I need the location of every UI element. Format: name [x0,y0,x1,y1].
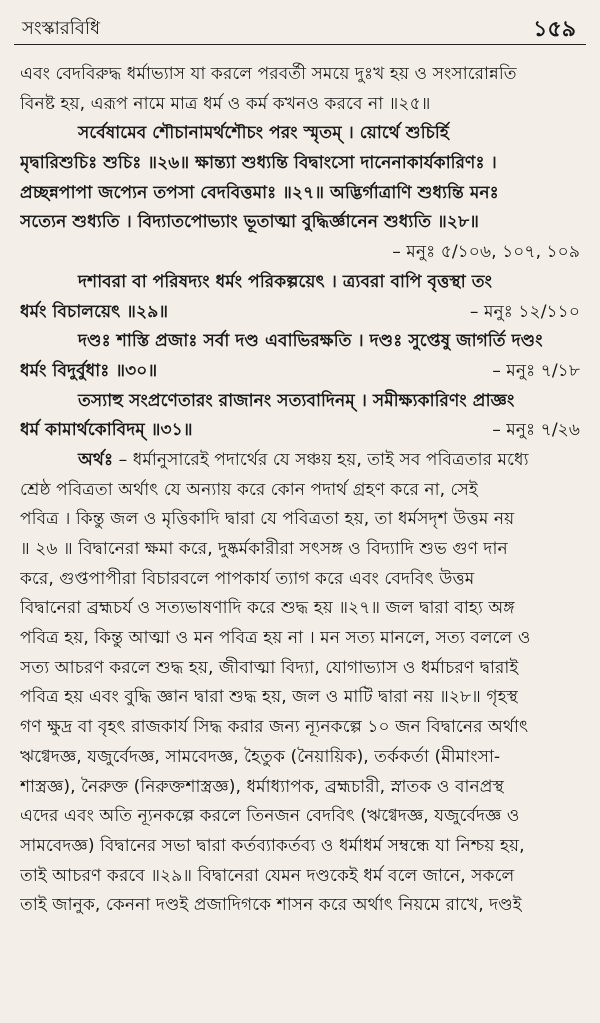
text-line: পবিত্র হয়, কিন্তু আত্মা ও মন পবিত্র হয় না । মন সত্য মানলে, সত্য বললে ও [20,628,531,649]
page-header [0,0,600,44]
meaning-line [20,446,580,476]
verse-line-with-citation [20,416,580,446]
text-line: গণ ক্ষুদ্র বা বৃহৎ রাজকার্য সিদ্ধ করার জন্য ন্যূনকল্পে ১০ জন বিদ্বানের অর্থাৎ [20,717,529,738]
header-rule [14,44,586,45]
page-body [20,60,580,921]
verse-line: ধর্ম কামার্থকোবিদম্‌ ॥৩১॥ [20,420,193,441]
running-title: সংস্কারবিধি [22,18,101,39]
meaning-label: অর্থঃ [78,449,114,470]
text-line: ঋগ্বেদজ্ঞ, যজুর্বেদজ্ঞ, সামবেদজ্ঞ, হৈতুক (নৈয়ায়িক), তর্ককর্তা (মীমাংসা- [20,746,501,767]
verse-line-with-citation [20,298,580,328]
text-line: এবং বেদবিরুদ্ধ ধর্মাভ্যাস যা করলে পরবর্তী সময়ে দুঃখ হয় ও সংসারোন্নতি [20,64,517,84]
text-line: পবিত্র হয় এবং বুদ্ধি জ্ঞান দ্বারা শুদ্ধ হয়, জল ও মাটি দ্বারা নয় ॥২৮॥ গৃহস্থ [20,687,519,708]
verse-line: দণ্ডঃ শাস্তি প্রজাঃ সর্বা দণ্ড এবাভিরক্ষতি । দণ্ডঃ সুপ্তেষু জাগর্তি দণ্ডং [78,331,543,352]
text-line: এদের এবং অতি ন্যূনকল্পে করলে তিনজন বেদবিৎ (ঋগ্বেদজ্ঞ, যজুর্বেদজ্ঞ ও [20,806,520,827]
verse-line-with-citation [20,357,580,387]
text-line: বিদ্বানেরা ব্রহ্মচর্য ও সত্যভাষণাদি করে শুদ্ধ হয় ॥২৭॥ জল দ্বারা বাহ্য অঙ্গ [20,598,515,619]
text-line: ॥ ২৬ ॥ বিদ্বানেরা ক্ষমা করে, দুষ্কর্মকারীরা সৎসঙ্গ ও বিদ্যাদি শুভ গুণ দান [20,539,508,559]
verse-line: ধর্মং বিদুর্বুধাঃ ॥৩০॥ [20,360,158,381]
text-line: সত্য আচরণ করলে শুদ্ধ হয়, জীবাত্মা বিদ্যা, যোগাভ্যাস ও ধর্মাচরণ দ্বারাই [20,657,519,678]
verse-line: মৃদ্বারিশুচিঃ শুচিঃ ॥২৬॥ ক্ষান্ত্যা শুধ্যন্তি বিদ্বাংসো দানেনাকার্যকারিণঃ । [20,153,497,174]
text-line: করে, গুপ্তপাপীরা বিচারবলে পাপকার্য ত্যাগ করে এবং বেদবিৎ উত্তম [20,568,475,589]
page-number: ১৫৯ [533,17,576,42]
verse-citation: – মনুঃ ৭/২৬ [492,420,580,441]
text-line: শ্রেষ্ঠ পবিত্রতা অর্থাৎ যে অন্যায় করে কোন পদার্থ গ্রহণ করে না, সেই [20,479,478,500]
verse-line: সর্বেষামেব শৌচানামর্থশৌচং পরং স্মৃতম্‌ । য়োর্থে শুচির্হি [78,123,449,144]
meaning-text: – ধর্মানুসারেই পদার্থের যে সঞ্চয় হয়, তাই সব পবিত্রতার মধ্যে [113,449,529,470]
verse-line: প্রচ্ছন্নপাপা জপ্যেন তপসা বেদবিত্তমাঃ ॥২৭॥ অদ্ভির্গাত্রাণি শুধ্যন্তি মনঃ [20,182,499,203]
verse-citation: – মনুঃ ১২/১১০ [469,301,580,322]
verse-line: ধর্মং বিচালয়েৎ ॥২৯॥ [20,301,169,322]
verse-citation: – মনুঃ ৫/১০৬, ১০৭, ১০৯ [392,242,580,263]
verse-citation: – মনুঃ ৭/১৮ [492,360,580,381]
citation-row [20,238,580,268]
text-line: তাই জানুক, কেননা দণ্ডই প্রজাদিগকে শাসন করে অর্থাৎ নিয়মে রাখে, দণ্ডই [20,895,522,916]
verse-line: দশাবরা বা পরিষদ্যং ধর্মং পরিকল্পয়েৎ । ত্র্যবরা বাপি বৃত্তস্থা তং [78,271,493,292]
verse-line: সত্যেন শুধ্যতি । বিদ্যাতপোভ্যাং ভূতাত্মা বুদ্ধির্জ্ঞানেন শুধ্যতি ॥২৮॥ [20,212,479,233]
verse-line: তস্যাহু সংপ্রণেতারং রাজানং সত্যবাদিনম্‌ । সমীক্ষ্যকারিণং প্রাজ্ঞং [78,390,515,411]
text-line: শাস্ত্রজ্ঞ), নৈরুক্ত (নিরুক্তশাস্ত্রজ্ঞ), ধর্মাধ্যাপক, ব্রহ্মচারী, স্নাতক ও বানপ্রস্থ [20,776,504,797]
text-line: বিনষ্ট হয়, এরূপ নামে মাত্র ধর্ম ও কর্ম কখনও করবে না ॥২৫॥ [20,93,431,114]
text-line: তাই আচরণ করবে ॥২৯॥ বিদ্বানেরা যেমন দণ্ডকেই ধর্ম বলে জানে, সকলে [20,865,515,886]
text-line: পবিত্র । কিন্তু জল ও মৃত্তিকাদি দ্বারা যে পবিত্রতা হয়, তা ধর্মসদৃশ উত্তম নয় [20,509,515,530]
text-line: সামবেদজ্ঞ) বিদ্বানের সভা দ্বারা কর্তব্যাকর্তব্য ও ধর্মাধর্ম সম্বন্ধে যা নিশ্চয় হয়, [20,835,525,856]
